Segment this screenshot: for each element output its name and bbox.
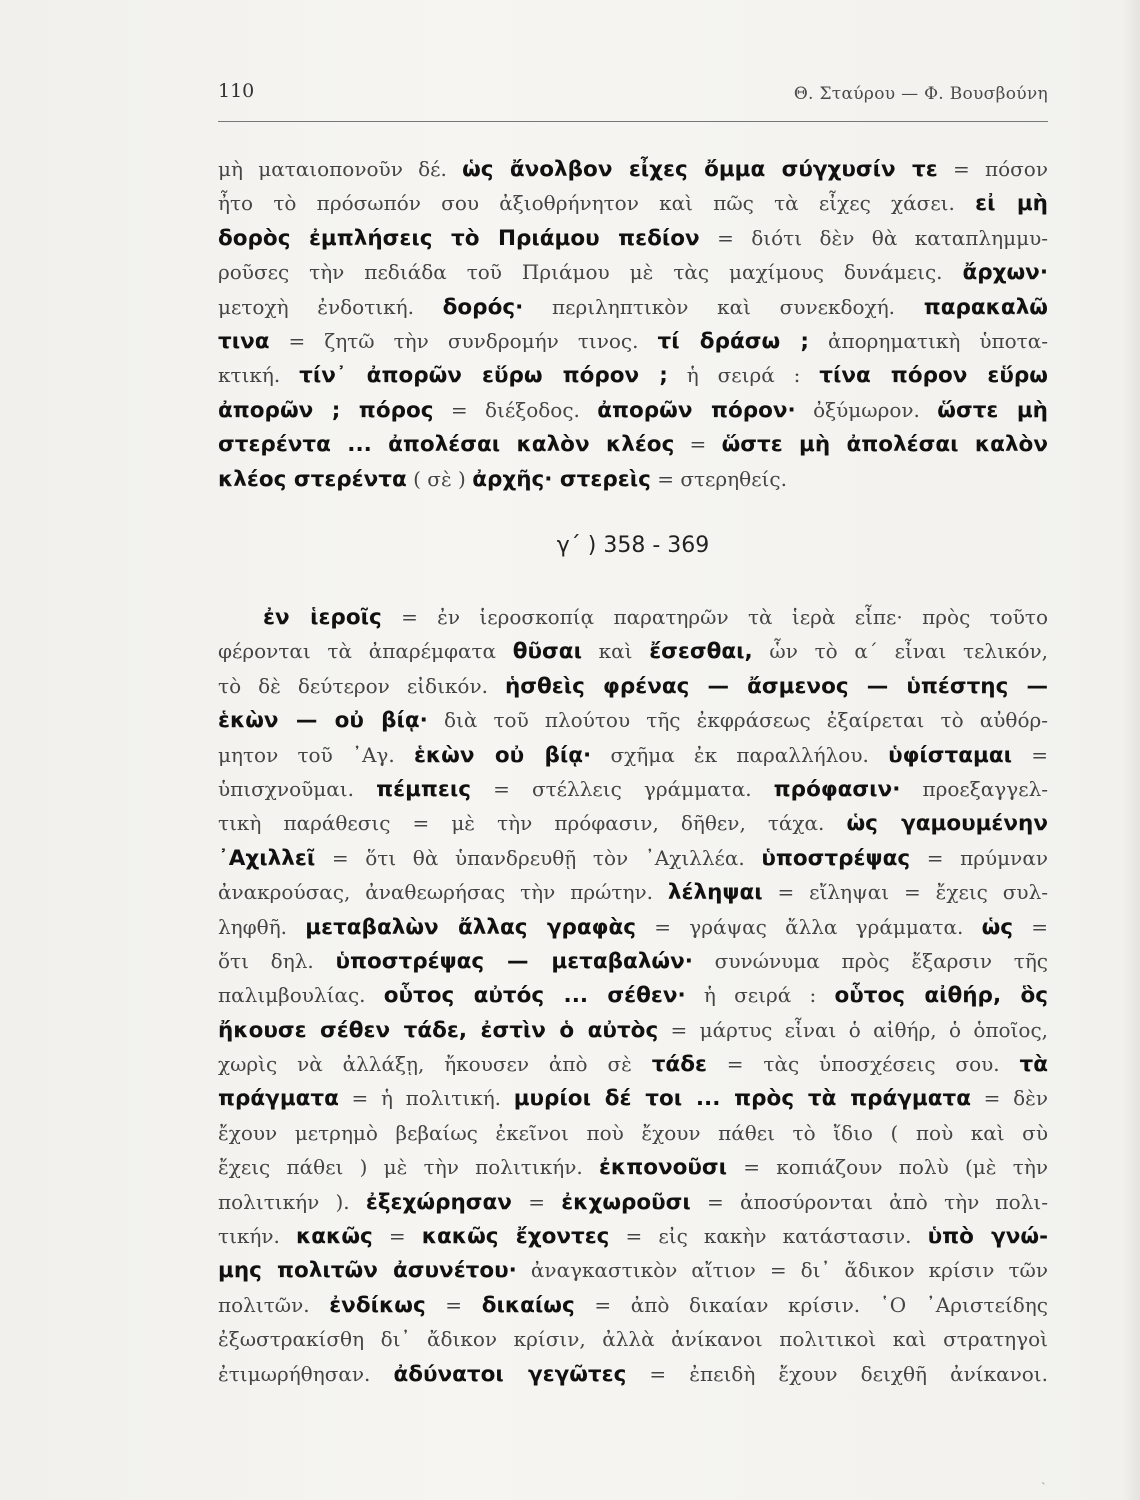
gloss-text: = μάρτυς εἶναι ὁ αἰθήρ, ὁ ὁποῖος, xyxy=(658,1017,1048,1042)
gloss-text: τικήν. xyxy=(218,1224,297,1249)
gloss-text: = xyxy=(1013,914,1048,939)
text-line xyxy=(218,152,1048,186)
gloss-text: = ἐν ἱεροσκοπίᾳ παρατηρῶν τὰ ἱερὰ εἶπε· πρὸς τοῦτο xyxy=(381,605,1048,629)
lemma-text: κακῶς xyxy=(296,1224,373,1250)
gloss-text: ἔχουν μετρημὸ βεβαίως ἐκεῖνοι ποὺ ἔχουν πάθει τὸ ἴδιο ( ποὺ καὶ σὺ xyxy=(218,1120,1048,1145)
commentary-paragraph-2 xyxy=(218,600,1048,1391)
gloss-text: ἐτιμωρήθησαν. xyxy=(218,1361,394,1386)
text-line xyxy=(218,1253,1048,1287)
lemma-text: λέληψαι xyxy=(667,880,763,906)
lemma-text: παρακαλῶ xyxy=(923,294,1048,320)
lemma-text: ἐνδίκως xyxy=(329,1292,426,1318)
lemma-text: κακῶς ἔχοντες xyxy=(421,1224,610,1250)
lemma-text: ὑφίσταμαι xyxy=(888,742,1013,768)
gloss-text: = στέλλεις γράμματα. xyxy=(471,776,774,801)
lemma-text: κλέος στερέντα xyxy=(218,466,407,492)
gloss-text: ἀπορηματικὴ ὑποτα- xyxy=(808,328,1048,353)
gloss-text: πολιτῶν. xyxy=(218,1292,330,1317)
page-number: 110 xyxy=(218,80,255,102)
text-line xyxy=(218,875,1048,909)
text-line xyxy=(218,1150,1048,1184)
lemma-text: ἡσθεὶς φρένας — ἄσμενος — ὑπέστης — xyxy=(504,673,1048,699)
gloss-text: ἀναγκαστικὸν αἴτιον = δι᾽ ἄδικον κρίσιν τῶν xyxy=(516,1258,1048,1283)
lemma-text: στερέντα ... ἀπολέσαι καλὸν κλέος xyxy=(218,432,675,458)
gloss-text: = ἀπὸ δικαίαν κρίσιν. ῾Ο ᾽Αριστείδης xyxy=(574,1292,1048,1317)
text-line xyxy=(218,1219,1048,1253)
text-line xyxy=(218,393,1048,427)
lemma-text: ὡς γαμουμένην xyxy=(846,811,1048,837)
lemma-text: ἐκπονοῦσι xyxy=(598,1155,728,1181)
gloss-text: = πρύμναν xyxy=(910,845,1048,870)
lemma-text: τὰ xyxy=(1019,1052,1048,1078)
lemma-text: ὑπὸ γνώ- xyxy=(927,1224,1048,1250)
gloss-text: ὀξύμωρον. xyxy=(795,397,938,422)
lemma-text: ὡς ἄνολβον εἶχες ὄμμα σύγχυσίν τε xyxy=(462,157,938,182)
lemma-text: δορὸς ἐμπλήσεις τὸ Πριάμου πεδίον xyxy=(218,225,700,251)
gloss-text: συνώνυμα πρὸς ἔξαρσιν τῆς xyxy=(692,948,1048,973)
text-line xyxy=(218,978,1048,1012)
gloss-text: = xyxy=(1012,742,1048,767)
text-line xyxy=(218,841,1048,875)
gloss-text: = τὰς ὑποσχέσεις σου. xyxy=(706,1052,1020,1077)
lemma-text: πέμπεις xyxy=(376,776,471,802)
lemma-text: ἑκὼν οὐ βίᾳ· xyxy=(413,742,592,768)
gloss-text: ὑπισχνοῦμαι. xyxy=(218,776,377,801)
gloss-text: ἔχεις πάθει ) μὲ τὴν πολιτικήν. xyxy=(218,1155,599,1180)
text-line xyxy=(218,358,1048,392)
lemma-text: ἔσεσθαι, xyxy=(649,639,753,665)
text-line xyxy=(218,255,1048,289)
lemma-text: ἄρχων· xyxy=(962,260,1048,286)
lemma-text: πράγματα xyxy=(218,1086,339,1112)
lemma-text: τάδε xyxy=(651,1052,707,1078)
gloss-text: παλιμβουλίας. xyxy=(218,983,384,1008)
lemma-text: τί δράσω ; xyxy=(657,328,809,354)
gloss-text: = ἡ πολιτική. xyxy=(338,1086,514,1111)
lemma-text: δικαίως xyxy=(481,1292,575,1318)
lemma-text: ἐν ἱεροῖς xyxy=(263,605,382,630)
gloss-text: φέρονται τὰ ἀπαρέμφατα xyxy=(218,639,513,664)
text-line xyxy=(218,772,1048,806)
gloss-text: ἀνακρούσας, ἀναθεωρήσας τὴν πρώτην. xyxy=(218,880,668,905)
lemma-text: ὑποστρέψας xyxy=(761,845,911,871)
gloss-text: τικὴ παράθεσις = μὲ τὴν πρόφασιν, δῆθεν, τάχα. xyxy=(218,811,847,836)
gloss-text: = xyxy=(425,1292,482,1317)
text-line xyxy=(218,427,1048,461)
lemma-text: τίνα πόρον εὕρω xyxy=(819,363,1048,389)
gloss-text: ληφθῆ. xyxy=(218,914,306,939)
text-line xyxy=(218,221,1048,255)
lemma-text: εἰ μὴ xyxy=(975,191,1048,217)
gloss-text: = πόσον xyxy=(937,157,1048,181)
lemma-text: ἐκχωροῦσι xyxy=(561,1189,691,1215)
lemma-text: τινα xyxy=(218,328,270,354)
gloss-text: ὧν τὸ α΄ εἶναι τελικόν, xyxy=(752,639,1048,664)
gloss-text: σχῆμα ἐκ παραλλήλου. xyxy=(591,742,889,767)
lemma-text: ᾽Αχιλλεῖ xyxy=(218,845,316,871)
gloss-text: ἡ σειρά : xyxy=(685,983,835,1008)
text-line xyxy=(218,186,1048,220)
page-mark: ˴ xyxy=(1041,1474,1046,1490)
gloss-text: κτική. xyxy=(218,363,300,388)
gloss-text: ἦτο τὸ πρόσωπόν σου ἀξιοθρήνητον καὶ πῶς τὰ εἶχες χάσει. xyxy=(218,191,976,216)
gloss-text: καὶ xyxy=(581,639,650,664)
gloss-text: ἐξωστρακίσθη δι᾽ ἄδικον κρίσιν, ἀλλὰ ἀνίκανοι πολιτικοὶ καὶ στρατηγοὶ xyxy=(218,1327,1048,1352)
gloss-text: πολιτικήν ). xyxy=(218,1189,366,1214)
text-line xyxy=(218,324,1048,358)
gloss-text: ἡ σειρά : xyxy=(667,363,820,388)
text-line xyxy=(218,944,1048,978)
text-line xyxy=(218,669,1048,703)
lemma-text: ἀδύνατοι γεγῶτες xyxy=(393,1361,627,1387)
gloss-text: περιληπτικὸν καὶ συνεκδοχή. xyxy=(523,294,924,319)
lemma-text: ὡς xyxy=(981,914,1013,940)
text-line xyxy=(218,1288,1048,1322)
page-edge-shadow xyxy=(1122,0,1140,1500)
gloss-text: = στερηθείς. xyxy=(650,466,787,491)
gloss-text: = ἐπειδὴ ἔχουν δειχθῆ ἀνίκανοι. xyxy=(626,1361,1048,1386)
lemma-text: θῦσαι xyxy=(512,639,582,665)
commentary-paragraph-1 xyxy=(218,152,1048,496)
lemma-text: ὑποστρέψας — μεταβαλών· xyxy=(335,948,693,974)
gloss-text: = εἰς κακὴν κατάστασιν. xyxy=(609,1224,928,1249)
gloss-text: διὰ τοῦ πλούτου τῆς ἐκφράσεως ἐξαίρεται τὸ αὐθόρ- xyxy=(427,708,1048,733)
gloss-text: ροῦσες τὴν πεδιάδα τοῦ Πριάμου μὲ τὰς μαχίμους δυνάμεις. xyxy=(218,260,963,285)
lemma-text: μης πολιτῶν ἀσυνέτου· xyxy=(218,1258,517,1284)
text-line xyxy=(218,703,1048,737)
text-line xyxy=(218,738,1048,772)
gloss-text: προεξαγγελ- xyxy=(900,776,1048,801)
lemma-text: οὗτος αὐτός ... σέθεν· xyxy=(383,983,686,1009)
lemma-text: μεταβαλὼν ἄλλας γραφὰς xyxy=(305,914,637,940)
text-line xyxy=(218,1013,1048,1047)
text-line xyxy=(218,1357,1048,1391)
gloss-text: ὅτι δηλ. xyxy=(218,948,336,973)
gloss-text: = xyxy=(372,1224,422,1249)
lemma-text: ὥστε μὴ xyxy=(937,397,1048,423)
text-line xyxy=(218,1047,1048,1081)
page-header xyxy=(218,80,1048,120)
lemma-text: ἐξεχώρησαν xyxy=(365,1189,512,1215)
gloss-text: = ἀποσύρονται ἀπὸ τὴν πολι- xyxy=(690,1189,1048,1214)
gloss-text: = εἴληψαι = ἔχεις συλ- xyxy=(762,880,1048,905)
gloss-text: μητον τοῦ ᾽Αγ. xyxy=(218,742,414,767)
gloss-text: = xyxy=(511,1189,562,1214)
gloss-text: χωρὶς νὰ ἀλλάξῃ, ἤκουσεν ἀπὸ σὲ xyxy=(218,1052,652,1077)
gloss-text: = κοπιάζουν πολὺ (μὲ τὴν xyxy=(727,1155,1048,1180)
running-head: Θ. Σταύρου — Φ. Βουσβούνη xyxy=(793,84,1048,104)
lemma-text: δορός· xyxy=(442,294,524,320)
lemma-text: ἀρχῆς· στερεὶς xyxy=(472,466,651,492)
header-rule xyxy=(218,121,1048,122)
lemma-text: τίν᾽ ἀπορῶν εὕρω πόρον ; xyxy=(299,363,668,389)
text-line xyxy=(218,1116,1048,1150)
gloss-text: μὴ ματαιοπονοῦν δέ. xyxy=(218,157,463,181)
gloss-text: = xyxy=(674,432,722,457)
gloss-text: = διέξοδος. xyxy=(433,397,598,422)
lemma-text: ὥστε μὴ ἀπολέσαι καλὸν xyxy=(721,432,1048,458)
text-line xyxy=(218,1322,1048,1356)
gloss-text: μετοχὴ ἐνδοτική. xyxy=(218,294,443,319)
gloss-text: = ζητῶ τὴν συνδρομήν τινος. xyxy=(269,328,658,353)
text-line xyxy=(218,1185,1048,1219)
text-line xyxy=(218,600,1048,634)
text-line xyxy=(218,462,1048,496)
text-line xyxy=(218,806,1048,840)
lemma-text: ἀπορῶν ; πόρος xyxy=(218,397,434,423)
section-heading: γ΄ ) 358 - 369 xyxy=(556,533,710,558)
lemma-text: μυρίοι δέ τοι ... πρὸς τὰ πράγματα xyxy=(513,1086,972,1112)
gloss-text: = δὲν xyxy=(971,1086,1048,1111)
lemma-text: ἑκὼν — οὐ βίᾳ· xyxy=(218,708,428,734)
gloss-text: = ὅτι θὰ ὑπανδρευθῇ τὸν ᾽Αχιλλέα. xyxy=(315,845,762,870)
text-line xyxy=(218,1081,1048,1115)
gloss-text: = διότι δὲν θὰ καταπλημμυ- xyxy=(699,225,1048,250)
lemma-text: ἀπορῶν πόρον· xyxy=(597,397,796,423)
gloss-text: ( σὲ ) xyxy=(406,466,473,491)
text-line xyxy=(218,634,1048,668)
text-line xyxy=(218,290,1048,324)
text-line xyxy=(218,910,1048,944)
lemma-text: πρόφασιν· xyxy=(773,776,901,802)
lemma-text: οὗτος αἰθήρ, ὃς xyxy=(834,983,1048,1009)
lemma-text: ἤκουσε σέθεν τάδε, ἐστὶν ὁ αὐτὸς xyxy=(218,1017,659,1043)
gloss-text: = γράψας ἄλλα γράμματα. xyxy=(636,914,982,939)
gloss-text: τὸ δὲ δεύτερον εἰδικόν. xyxy=(218,673,505,698)
